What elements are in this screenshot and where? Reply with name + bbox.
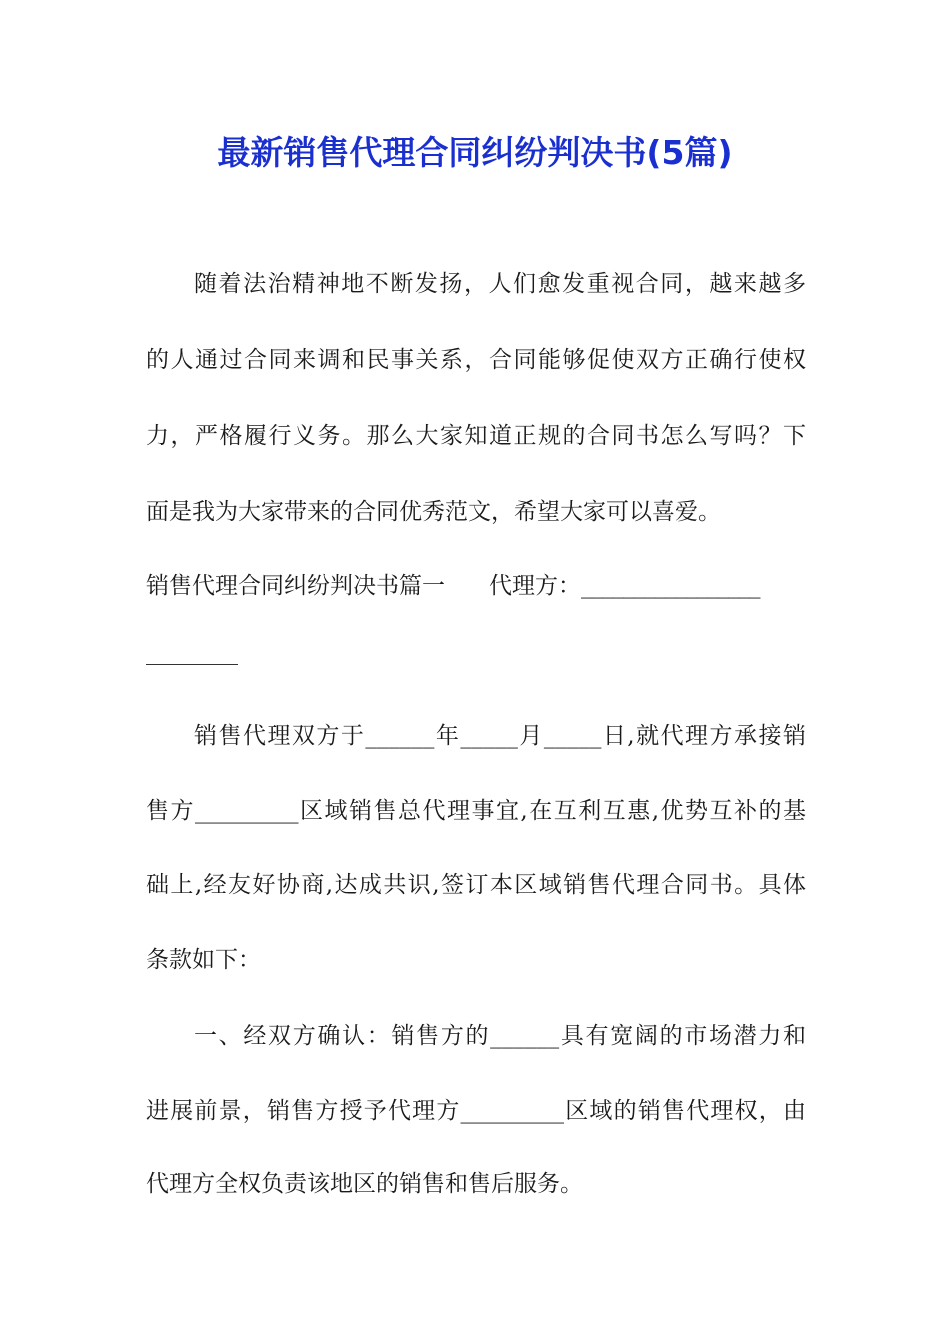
para1-line-4: 条款如下： <box>146 947 261 973</box>
clause1-line-2: 进展前景，销售方授予代理方_________区域的销售代理权，由 <box>146 1098 806 1124</box>
intro-line-2: 的人通过合同来调和民事关系，合同能够促使双方正确行使权 <box>146 347 806 373</box>
intro-line-3: 力，严格履行义务。那么大家知道正规的合同书怎么写吗？下 <box>146 423 806 449</box>
para1-line-1: 销售代理双方于______年_____月_____日,就代理方承接销 <box>194 723 806 749</box>
para1-line-3: 础上,经友好协商,达成共识,签订本区域销售代理合同书。具体 <box>146 872 806 898</box>
para1-line-2: 售方_________区域销售总代理事宜,在互利互惠,优势互补的基 <box>146 798 806 824</box>
document-title: 最新销售代理合同纠纷判决书(5篇) <box>217 133 733 172</box>
intro-line-1: 随着法治精神地不断发扬，人们愈发重视合同，越来越多 <box>194 271 806 297</box>
section-heading: 销售代理合同纠纷判决书篇一 <box>146 573 445 599</box>
section-heading-line <box>146 570 806 602</box>
intro-line-4: 面是我为大家带来的合同优秀范文，希望大家可以喜爱。 <box>146 499 721 525</box>
clause1-line-3: 代理方全权负责该地区的销售和售后服务。 <box>146 1171 583 1197</box>
agent-blank-continuation <box>146 664 238 665</box>
agent-label: 代理方： <box>489 573 581 599</box>
agent-blank: _________________ <box>581 573 760 599</box>
clause1-line-1: 一、经双方确认：销售方的______具有宽阔的市场潜力和 <box>194 1023 806 1049</box>
